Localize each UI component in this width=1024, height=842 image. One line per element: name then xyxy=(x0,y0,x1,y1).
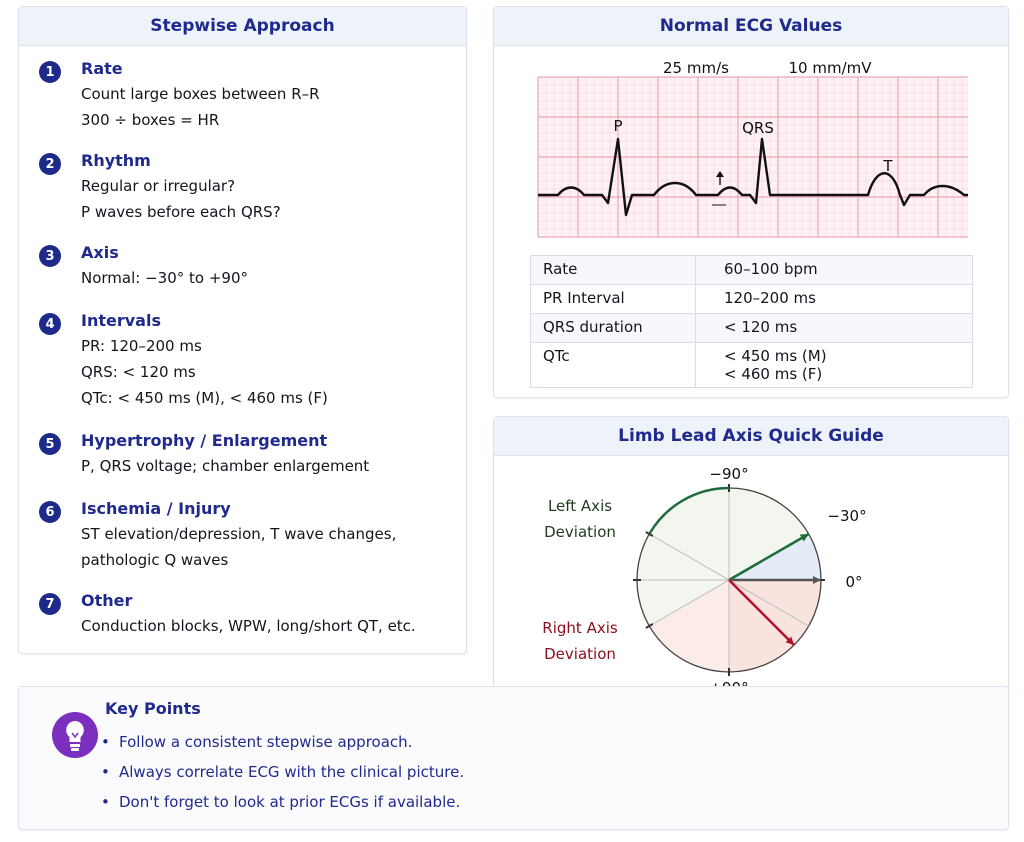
ecg-table-row xyxy=(531,256,973,285)
rad-label-line1: Right Axis xyxy=(542,619,618,637)
t-wave-label: T xyxy=(883,157,893,175)
ecg-param: PR Interval xyxy=(531,285,696,314)
qrs-label: QRS xyxy=(742,119,774,137)
rad-label-line2: Deviation xyxy=(544,645,616,663)
ecg-value xyxy=(696,314,973,343)
stepwise-title: Stepwise Approach xyxy=(19,7,466,46)
ecg-value xyxy=(696,285,973,314)
ecg-grid xyxy=(538,77,968,237)
ecg-value-line: < 460 ms (F) xyxy=(724,365,823,383)
stepwise-approach-card xyxy=(18,6,467,654)
step-number-badge: 3 xyxy=(39,245,61,267)
ecg-value xyxy=(696,256,973,285)
lad-label-line1: Left Axis xyxy=(547,497,613,515)
step-number-badge: 2 xyxy=(39,153,61,175)
step-detail: QTc: < 450 ms (M), < 460 ms (F) xyxy=(81,389,328,407)
key-point-item: • Follow a consistent stepwise approach. xyxy=(101,733,413,751)
step-detail: pathologic Q waves xyxy=(81,551,229,569)
lightbulb-icon xyxy=(51,711,99,761)
step-title: Rate xyxy=(81,59,123,78)
ecg-value xyxy=(696,343,973,388)
label-0: 0° xyxy=(845,573,863,591)
step-title: Hypertrophy / Enlargement xyxy=(81,431,328,450)
step-detail: PR: 120–200 ms xyxy=(81,337,202,355)
ecg-value-line: < 450 ms (M) xyxy=(724,347,827,365)
step-detail: QRS: < 120 ms xyxy=(81,363,196,381)
step-detail: 300 ÷ boxes = HR xyxy=(81,111,220,129)
axis-diagram xyxy=(494,457,1010,703)
gain-label: 10 mm/mV xyxy=(788,59,872,77)
step-detail: Normal: −30° to +90° xyxy=(81,269,248,287)
ecg-table-row xyxy=(531,285,973,314)
ecg-strip xyxy=(494,47,1010,247)
step-title: Axis xyxy=(81,243,119,262)
step-number-badge: 4 xyxy=(39,313,61,335)
label-minus90: −90° xyxy=(709,465,749,483)
ecg-value-line: 60–100 bpm xyxy=(724,260,818,278)
step-title: Ischemia / Injury xyxy=(81,499,231,518)
step-detail: Conduction blocks, WPW, long/short QT, etc. xyxy=(81,617,416,635)
label-minus30: −30° xyxy=(827,507,867,525)
step-detail: P waves before each QRS? xyxy=(81,203,281,221)
ecg-value-line: < 120 ms xyxy=(724,318,798,336)
step-number-badge: 5 xyxy=(39,433,61,455)
step-detail: Regular or irregular? xyxy=(81,177,236,195)
ecg-table-row xyxy=(531,314,973,343)
key-points-card xyxy=(18,686,1009,830)
step-title: Intervals xyxy=(81,311,161,330)
step-number-badge: 7 xyxy=(39,593,61,615)
axis-title: Limb Lead Axis Quick Guide xyxy=(494,417,1008,456)
axis-guide-card xyxy=(493,416,1009,704)
step-detail: P, QRS voltage; chamber enlargement xyxy=(81,457,370,475)
ecg-param: QRS duration xyxy=(531,314,696,343)
key-points-title: Key Points xyxy=(105,699,201,718)
step-number-badge: 6 xyxy=(39,501,61,523)
step-title: Rhythm xyxy=(81,151,151,170)
key-point-item: • Always correlate ECG with the clinical picture. xyxy=(101,763,465,781)
ecg-title: Normal ECG Values xyxy=(494,7,1008,46)
key-point-item: • Don't forget to look at prior ECGs if available. xyxy=(101,793,461,811)
ecg-table-row xyxy=(531,343,973,388)
ecg-param: Rate xyxy=(531,256,696,285)
p-wave-label: P xyxy=(613,117,623,135)
speed-label: 25 mm/s xyxy=(663,59,729,77)
step-title: Other xyxy=(81,591,133,610)
ecg-param: QTc xyxy=(531,343,696,388)
ecg-values-card xyxy=(493,6,1009,398)
step-detail: Count large boxes between R–R xyxy=(81,85,320,103)
lad-label-line2: Deviation xyxy=(544,523,616,541)
step-number-badge: 1 xyxy=(39,61,61,83)
ecg-value-line: 120–200 ms xyxy=(724,289,816,307)
step-detail: ST elevation/depression, T wave changes, xyxy=(81,525,397,543)
ecg-values-table xyxy=(530,255,973,388)
